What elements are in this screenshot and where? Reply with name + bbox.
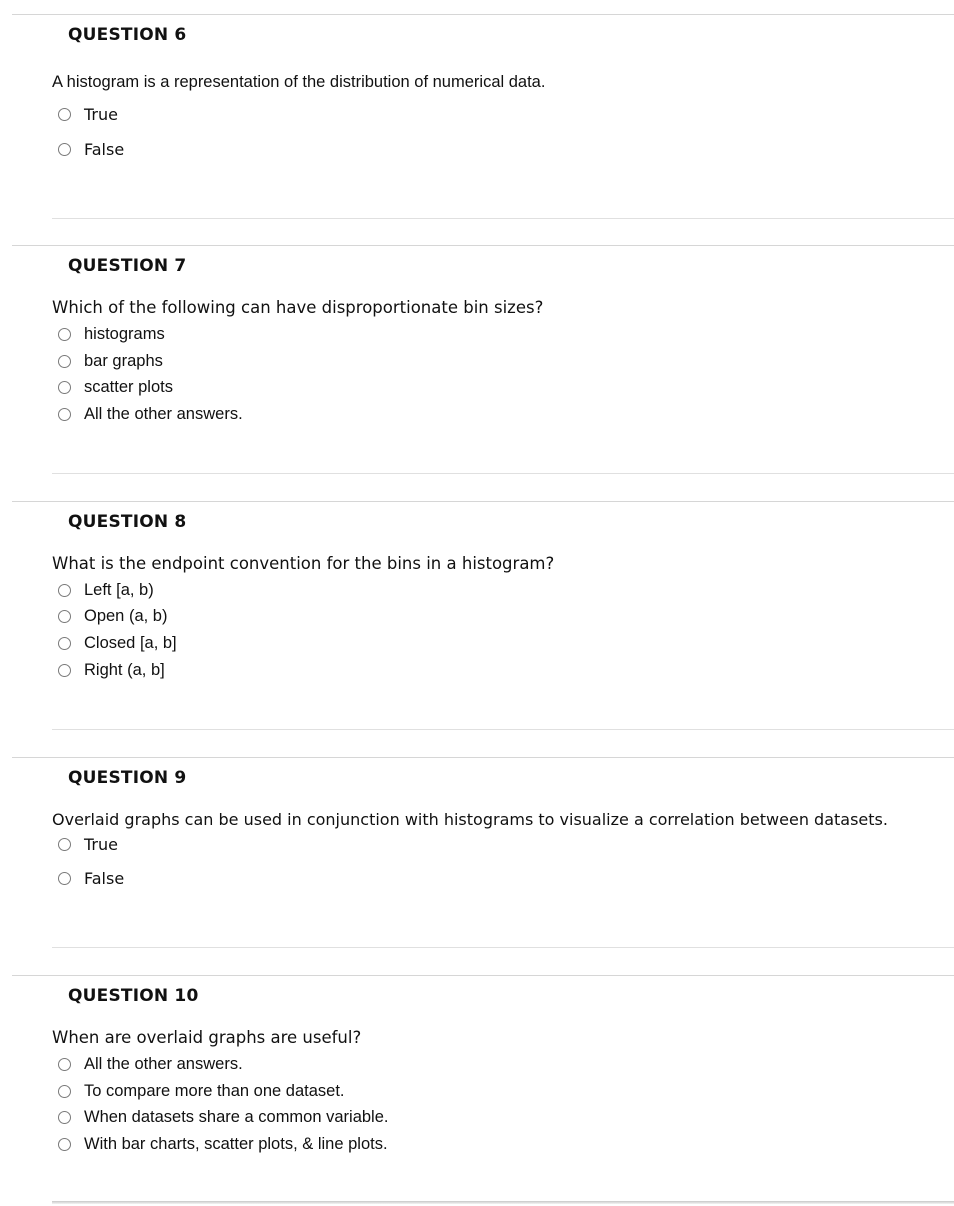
question-9-top-divider — [12, 757, 954, 758]
question-10-option-common-variable[interactable] — [58, 1107, 389, 1127]
option-label: histograms — [84, 324, 165, 343]
question-9-title: QUESTION 9 — [68, 768, 187, 788]
question-6-bottom-divider — [52, 218, 954, 219]
question-6-title: QUESTION 6 — [68, 25, 187, 45]
question-6-top-divider — [12, 14, 954, 15]
question-7-bottom-divider — [52, 473, 954, 474]
question-7-option-all[interactable] — [58, 404, 243, 424]
option-label: True — [84, 834, 118, 854]
option-label: To compare more than one dataset. — [84, 1081, 345, 1100]
radio-button[interactable] — [58, 664, 71, 677]
question-7-option-bar-graphs[interactable] — [58, 351, 163, 371]
question-8-option-closed[interactable] — [58, 633, 177, 653]
question-9-bottom-divider — [52, 947, 954, 948]
option-label: Open (a, b) — [84, 606, 168, 625]
radio-button[interactable] — [58, 1111, 71, 1124]
radio-button[interactable] — [58, 1085, 71, 1098]
option-label: bar graphs — [84, 351, 163, 370]
option-label: Right (a, b] — [84, 660, 165, 679]
option-label: Closed [a, b] — [84, 633, 177, 652]
radio-button[interactable] — [58, 838, 71, 851]
radio-button[interactable] — [58, 108, 71, 121]
radio-button[interactable] — [58, 328, 71, 341]
question-10-option-chart-types[interactable] — [58, 1134, 388, 1154]
question-9-option-false[interactable] — [58, 868, 124, 888]
question-9-text: Overlaid graphs can be used in conjunction with histograms to visualize a correlation between datasets. — [52, 810, 888, 829]
question-7-top-divider — [12, 245, 954, 246]
radio-button[interactable] — [58, 637, 71, 650]
option-label: All the other answers. — [84, 1054, 243, 1073]
question-10-option-compare[interactable] — [58, 1081, 345, 1101]
question-6-text: A histogram is a representation of the distribution of numerical data. — [52, 73, 546, 91]
question-7-text: Which of the following can have disproportionate bin sizes? — [52, 298, 544, 317]
option-label: With bar charts, scatter plots, & line plots. — [84, 1134, 388, 1153]
option-label: True — [84, 104, 118, 124]
question-7-title: QUESTION 7 — [68, 256, 187, 276]
radio-button[interactable] — [58, 381, 71, 394]
radio-button[interactable] — [58, 610, 71, 623]
option-label: All the other answers. — [84, 404, 243, 423]
question-7-option-scatter-plots[interactable] — [58, 377, 173, 397]
option-label: False — [84, 868, 125, 888]
question-6-option-true[interactable] — [58, 104, 118, 124]
option-label: False — [84, 139, 125, 159]
question-8-option-open[interactable] — [58, 606, 167, 626]
radio-button[interactable] — [58, 1058, 71, 1071]
radio-button[interactable] — [58, 584, 71, 597]
option-label: Left [a, b) — [84, 580, 154, 599]
radio-button[interactable] — [58, 355, 71, 368]
question-8-top-divider — [12, 501, 954, 502]
radio-button[interactable] — [58, 408, 71, 421]
question-9-option-true[interactable] — [58, 834, 118, 854]
radio-button[interactable] — [58, 872, 71, 885]
question-10-top-divider — [12, 975, 954, 976]
question-10-option-all[interactable] — [58, 1054, 243, 1074]
question-7-option-histograms[interactable] — [58, 324, 165, 344]
question-8-bottom-divider — [52, 729, 954, 730]
question-10-text: When are overlaid graphs are useful? — [52, 1028, 362, 1047]
question-6-option-false[interactable] — [58, 139, 124, 159]
question-8-title: QUESTION 8 — [68, 512, 187, 532]
radio-button[interactable] — [58, 1138, 71, 1151]
question-10-title: QUESTION 10 — [68, 986, 199, 1006]
question-8-option-left[interactable] — [58, 580, 154, 600]
question-8-option-right[interactable] — [58, 660, 165, 680]
option-label: scatter plots — [84, 377, 173, 396]
option-label: When datasets share a common variable. — [84, 1107, 389, 1126]
question-10-bottom-divider — [52, 1201, 954, 1204]
radio-button[interactable] — [58, 143, 71, 156]
question-8-text: What is the endpoint convention for the bins in a histogram? — [52, 554, 555, 573]
